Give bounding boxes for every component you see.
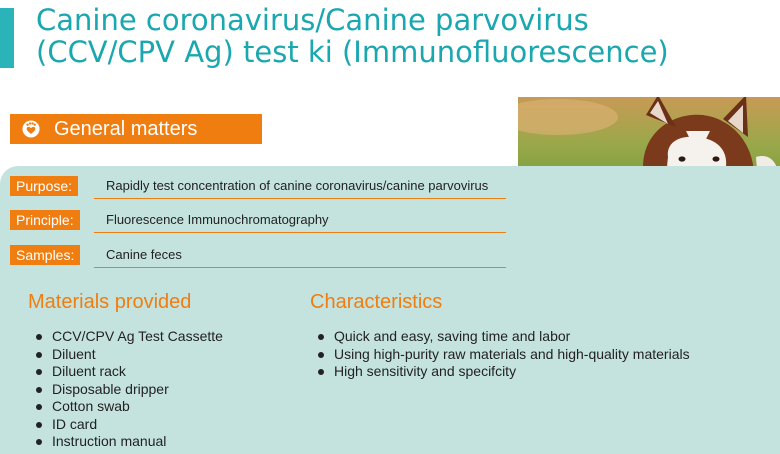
samples-value: Canine feces xyxy=(106,247,182,262)
general-matters-heading: General matters xyxy=(54,118,198,140)
samples-label: Samples: xyxy=(10,245,80,265)
list-item: ID card xyxy=(32,416,223,434)
list-item: Diluent xyxy=(32,346,223,364)
samples-underline xyxy=(94,267,506,268)
list-item: Quick and easy, saving time and labor xyxy=(314,328,690,346)
list-item: Diluent rack xyxy=(32,363,223,381)
characteristics-heading: Characteristics xyxy=(310,291,443,313)
list-item: Cotton swab xyxy=(32,398,223,416)
principle-label: Principle: xyxy=(10,210,80,230)
page-title-line1: Canine coronavirus/Canine parvovirus xyxy=(36,3,589,37)
page-title xyxy=(36,4,776,68)
purpose-underline xyxy=(94,198,506,199)
page-title-line2: (CCV/CPV Ag) test ki (Immunofluorescence) xyxy=(36,35,669,69)
list-item: Using high-purity raw materials and high-quality materials xyxy=(314,346,690,364)
purpose-value: Rapidly test concentration of canine coronavirus/canine parvovirus xyxy=(106,178,489,193)
paw-heart-icon xyxy=(22,120,40,138)
principle-underline xyxy=(94,232,506,233)
materials-heading: Materials provided xyxy=(28,291,192,313)
characteristics-list xyxy=(314,328,690,381)
principle-value: Fluorescence Immunochromatography xyxy=(106,212,329,227)
list-item: Disposable dripper xyxy=(32,381,223,399)
purpose-label: Purpose: xyxy=(10,176,78,196)
title-accent-bar xyxy=(0,8,14,68)
list-item: CCV/CPV Ag Test Cassette xyxy=(32,328,223,346)
materials-list xyxy=(32,328,223,451)
list-item: High sensitivity and specifcity xyxy=(314,363,690,381)
general-matters-header xyxy=(10,114,262,144)
list-item: Instruction manual xyxy=(32,433,223,451)
